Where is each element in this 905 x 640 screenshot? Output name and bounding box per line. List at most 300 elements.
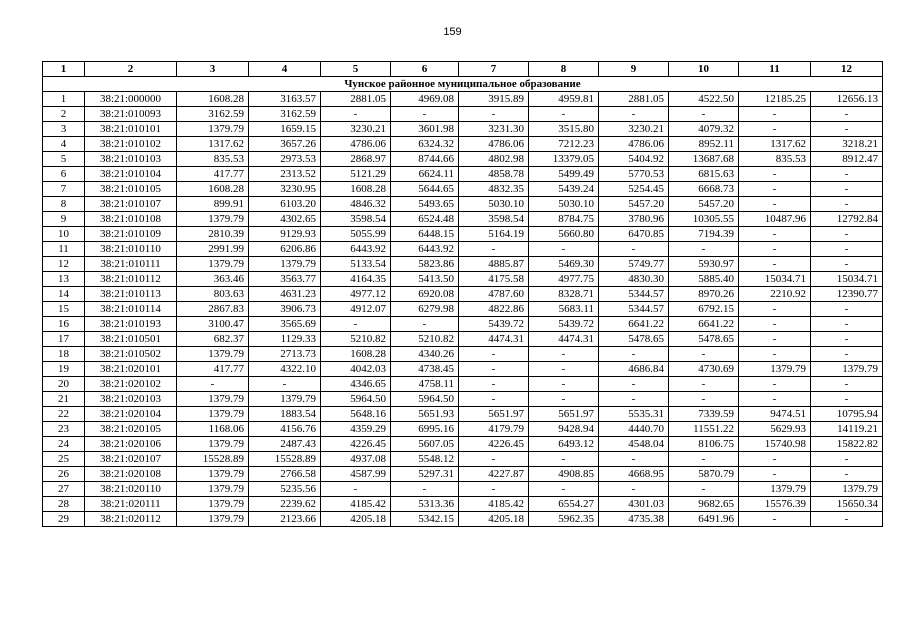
cadastral-code-cell: 38:21:000000: [85, 92, 177, 107]
value-cell: -: [529, 362, 599, 377]
value-cell: -: [529, 392, 599, 407]
value-cell: 8328.71: [529, 287, 599, 302]
value-cell: 14119.21: [811, 422, 883, 437]
value-cell: 4302.65: [249, 212, 321, 227]
value-cell: 5439.72: [529, 317, 599, 332]
row-number-cell: 3: [43, 122, 85, 137]
value-cell: 1317.62: [739, 137, 811, 152]
value-cell: 1379.79: [177, 437, 249, 452]
value-cell: -: [739, 467, 811, 482]
row-number-cell: 18: [43, 347, 85, 362]
value-cell: 1379.79: [811, 482, 883, 497]
value-cell: -: [669, 347, 739, 362]
value-cell: 6920.08: [391, 287, 459, 302]
table-header: [43, 62, 883, 77]
row-number-cell: 14: [43, 287, 85, 302]
value-cell: 4175.58: [459, 272, 529, 287]
value-cell: 3601.98: [391, 122, 459, 137]
row-number-cell: 8: [43, 197, 85, 212]
value-cell: 5683.11: [529, 302, 599, 317]
value-cell: 4786.06: [599, 137, 669, 152]
row-number-cell: 21: [43, 392, 85, 407]
cadastral-code-cell: 38:21:010112: [85, 272, 177, 287]
value-cell: 4185.42: [321, 497, 391, 512]
value-cell: -: [529, 107, 599, 122]
value-cell: 4301.03: [599, 497, 669, 512]
value-cell: -: [739, 392, 811, 407]
value-cell: 1317.62: [177, 137, 249, 152]
value-cell: 5344.57: [599, 287, 669, 302]
row-number-cell: 22: [43, 407, 85, 422]
value-cell: -: [739, 302, 811, 317]
value-cell: 12185.25: [739, 92, 811, 107]
value-cell: -: [391, 482, 459, 497]
value-cell: -: [739, 317, 811, 332]
section-row: [43, 77, 883, 92]
value-cell: 3162.59: [177, 107, 249, 122]
value-cell: 15650.34: [811, 497, 883, 512]
value-cell: -: [669, 482, 739, 497]
cadastral-code-cell: 38:21:020107: [85, 452, 177, 467]
value-cell: 12390.77: [811, 287, 883, 302]
value-cell: 2881.05: [599, 92, 669, 107]
value-cell: -: [739, 452, 811, 467]
value-cell: -: [811, 317, 883, 332]
cadastral-code-cell: 38:21:010108: [85, 212, 177, 227]
value-cell: 1379.79: [249, 257, 321, 272]
value-cell: 4226.45: [459, 437, 529, 452]
value-cell: 6792.15: [669, 302, 739, 317]
value-cell: 5055.99: [321, 227, 391, 242]
value-cell: -: [739, 107, 811, 122]
value-cell: 1379.79: [177, 512, 249, 527]
value-cell: -: [811, 392, 883, 407]
value-cell: 10487.96: [739, 212, 811, 227]
cadastral-code-cell: 38:21:010104: [85, 167, 177, 182]
value-cell: -: [811, 377, 883, 392]
value-cell: 6103.20: [249, 197, 321, 212]
value-cell: 7339.59: [669, 407, 739, 422]
value-cell: 4474.31: [529, 332, 599, 347]
value-cell: -: [739, 227, 811, 242]
row-number-cell: 15: [43, 302, 85, 317]
value-cell: 3780.96: [599, 212, 669, 227]
cadastral-code-cell: 38:21:010502: [85, 347, 177, 362]
value-cell: 5254.45: [599, 182, 669, 197]
value-cell: 8744.66: [391, 152, 459, 167]
value-cell: 5651.93: [391, 407, 459, 422]
value-cell: -: [391, 107, 459, 122]
value-cell: 1379.79: [739, 362, 811, 377]
value-cell: -: [599, 377, 669, 392]
value-cell: -: [811, 227, 883, 242]
value-cell: 4164.35: [321, 272, 391, 287]
cadastral-code-cell: 38:21:010193: [85, 317, 177, 332]
value-cell: 8952.11: [669, 137, 739, 152]
value-cell: 8912.47: [811, 152, 883, 167]
cadastral-code-cell: 38:21:010093: [85, 107, 177, 122]
cadastral-code-cell: 38:21:010102: [85, 137, 177, 152]
value-cell: 6443.92: [321, 242, 391, 257]
value-cell: 15528.89: [249, 452, 321, 467]
value-cell: 5823.86: [391, 257, 459, 272]
value-cell: 4977.75: [529, 272, 599, 287]
row-number-cell: 23: [43, 422, 85, 437]
value-cell: -: [669, 107, 739, 122]
table-row: [43, 257, 883, 272]
value-cell: -: [529, 242, 599, 257]
row-number-cell: 16: [43, 317, 85, 332]
value-cell: -: [599, 452, 669, 467]
value-cell: 4832.35: [459, 182, 529, 197]
value-cell: 3162.59: [249, 107, 321, 122]
table-row: [43, 482, 883, 497]
table-row: [43, 452, 883, 467]
value-cell: 4548.04: [599, 437, 669, 452]
value-cell: 5404.92: [599, 152, 669, 167]
value-cell: 5313.36: [391, 497, 459, 512]
value-cell: -: [599, 242, 669, 257]
value-cell: -: [739, 332, 811, 347]
value-cell: -: [321, 317, 391, 332]
value-cell: 3598.54: [321, 212, 391, 227]
value-cell: 1379.79: [811, 362, 883, 377]
value-cell: 2766.58: [249, 467, 321, 482]
value-cell: 4205.18: [321, 512, 391, 527]
table-row: [43, 107, 883, 122]
value-cell: 15740.98: [739, 437, 811, 452]
value-cell: 3100.47: [177, 317, 249, 332]
value-cell: 5493.65: [391, 197, 459, 212]
value-cell: 5297.31: [391, 467, 459, 482]
row-number-cell: 1: [43, 92, 85, 107]
table-row: [43, 377, 883, 392]
cadastral-code-cell: 38:21:020103: [85, 392, 177, 407]
value-cell: 1379.79: [177, 212, 249, 227]
value-cell: 6279.98: [391, 302, 459, 317]
cadastral-code-cell: 38:21:010103: [85, 152, 177, 167]
value-cell: 2881.05: [321, 92, 391, 107]
row-number-cell: 29: [43, 512, 85, 527]
value-cell: 5607.05: [391, 437, 459, 452]
value-cell: 4786.06: [459, 137, 529, 152]
value-cell: 5648.16: [321, 407, 391, 422]
value-cell: 2973.53: [249, 152, 321, 167]
header-cell: 10: [669, 62, 739, 77]
value-cell: 682.37: [177, 332, 249, 347]
cadastral-code-cell: 38:21:010111: [85, 257, 177, 272]
value-cell: 4440.70: [599, 422, 669, 437]
table-row: [43, 302, 883, 317]
value-cell: 12792.84: [811, 212, 883, 227]
value-cell: 5749.77: [599, 257, 669, 272]
value-cell: -: [459, 452, 529, 467]
value-cell: 15822.82: [811, 437, 883, 452]
table-row: [43, 182, 883, 197]
value-cell: 6491.96: [669, 512, 739, 527]
value-cell: -: [459, 107, 529, 122]
value-cell: 417.77: [177, 167, 249, 182]
value-cell: 4735.38: [599, 512, 669, 527]
value-cell: 1608.28: [321, 347, 391, 362]
value-cell: -: [811, 452, 883, 467]
table-row: [43, 497, 883, 512]
value-cell: -: [669, 242, 739, 257]
header-cell: 6: [391, 62, 459, 77]
table-row: [43, 392, 883, 407]
value-cell: 6524.48: [391, 212, 459, 227]
value-cell: 1379.79: [177, 392, 249, 407]
value-cell: 6470.85: [599, 227, 669, 242]
value-cell: 6624.11: [391, 167, 459, 182]
value-cell: 12656.13: [811, 92, 883, 107]
cadastral-code-cell: 38:21:020112: [85, 512, 177, 527]
value-cell: 1659.15: [249, 122, 321, 137]
row-number-cell: 20: [43, 377, 85, 392]
value-cell: -: [811, 182, 883, 197]
table-row: [43, 512, 883, 527]
row-number-cell: 27: [43, 482, 85, 497]
value-cell: -: [599, 392, 669, 407]
value-cell: -: [529, 377, 599, 392]
value-cell: 5629.93: [739, 422, 811, 437]
value-cell: 5457.20: [669, 197, 739, 212]
cadastral-code-cell: 38:21:010107: [85, 197, 177, 212]
cadastral-code-cell: 38:21:020106: [85, 437, 177, 452]
value-cell: 5770.53: [599, 167, 669, 182]
cadastral-code-cell: 38:21:010114: [85, 302, 177, 317]
table-row: [43, 197, 883, 212]
value-cell: 899.91: [177, 197, 249, 212]
value-cell: 1608.28: [177, 182, 249, 197]
value-cell: -: [459, 242, 529, 257]
value-cell: 13379.05: [529, 152, 599, 167]
value-cell: 4738.45: [391, 362, 459, 377]
value-cell: -: [249, 377, 321, 392]
value-cell: 3230.95: [249, 182, 321, 197]
row-number-cell: 28: [43, 497, 85, 512]
value-cell: 4908.85: [529, 467, 599, 482]
value-cell: 1379.79: [177, 482, 249, 497]
header-cell: 9: [599, 62, 669, 77]
value-cell: 4185.42: [459, 497, 529, 512]
value-cell: 5651.97: [529, 407, 599, 422]
row-number-cell: 6: [43, 167, 85, 182]
value-cell: 4359.29: [321, 422, 391, 437]
value-cell: -: [459, 347, 529, 362]
value-cell: -: [669, 452, 739, 467]
value-cell: 2123.66: [249, 512, 321, 527]
value-cell: -: [599, 482, 669, 497]
value-cell: 4786.06: [321, 137, 391, 152]
table-row: [43, 347, 883, 362]
header-cell: 7: [459, 62, 529, 77]
value-cell: -: [599, 347, 669, 362]
value-cell: 3231.30: [459, 122, 529, 137]
value-cell: 6995.16: [391, 422, 459, 437]
row-number-cell: 11: [43, 242, 85, 257]
value-cell: 6554.27: [529, 497, 599, 512]
header-cell: 3: [177, 62, 249, 77]
row-number-cell: 9: [43, 212, 85, 227]
value-cell: 835.53: [177, 152, 249, 167]
value-cell: 4226.45: [321, 437, 391, 452]
value-cell: 11551.22: [669, 422, 739, 437]
value-cell: 6641.22: [599, 317, 669, 332]
value-cell: -: [529, 347, 599, 362]
header-cell: 5: [321, 62, 391, 77]
value-cell: 1379.79: [249, 392, 321, 407]
table-row: [43, 92, 883, 107]
table-row: [43, 212, 883, 227]
table-row: [43, 422, 883, 437]
cadastral-code-cell: 38:21:020110: [85, 482, 177, 497]
value-cell: 4522.50: [669, 92, 739, 107]
value-cell: -: [811, 332, 883, 347]
value-cell: 5962.35: [529, 512, 599, 527]
value-cell: 2239.62: [249, 497, 321, 512]
value-cell: 803.63: [177, 287, 249, 302]
table-row: [43, 272, 883, 287]
value-cell: -: [811, 122, 883, 137]
table-row: [43, 407, 883, 422]
value-cell: 1379.79: [177, 122, 249, 137]
value-cell: 4042.03: [321, 362, 391, 377]
section-title: Чунское районное муниципальное образование: [43, 77, 883, 92]
value-cell: 1129.33: [249, 332, 321, 347]
value-cell: 15034.71: [811, 272, 883, 287]
value-cell: -: [459, 362, 529, 377]
value-cell: -: [811, 257, 883, 272]
row-number-cell: 13: [43, 272, 85, 287]
header-cell: 12: [811, 62, 883, 77]
value-cell: 5121.29: [321, 167, 391, 182]
value-cell: 5478.65: [669, 332, 739, 347]
value-cell: 4830.30: [599, 272, 669, 287]
value-cell: 5660.80: [529, 227, 599, 242]
value-cell: 2487.43: [249, 437, 321, 452]
value-cell: 3563.77: [249, 272, 321, 287]
value-cell: 5344.57: [599, 302, 669, 317]
cadastral-code-cell: 38:21:020108: [85, 467, 177, 482]
table-row: [43, 167, 883, 182]
value-cell: 3230.21: [599, 122, 669, 137]
header-cell: 11: [739, 62, 811, 77]
table-row: [43, 362, 883, 377]
value-cell: 3218.21: [811, 137, 883, 152]
table-row: [43, 317, 883, 332]
value-cell: 4758.11: [391, 377, 459, 392]
value-cell: 8970.26: [669, 287, 739, 302]
value-cell: 8784.75: [529, 212, 599, 227]
cadastral-code-cell: 38:21:010113: [85, 287, 177, 302]
row-number-cell: 5: [43, 152, 85, 167]
value-cell: 5535.31: [599, 407, 669, 422]
value-cell: 4079.32: [669, 122, 739, 137]
row-number-cell: 4: [43, 137, 85, 152]
value-cell: 5457.20: [599, 197, 669, 212]
value-cell: 5499.49: [529, 167, 599, 182]
value-cell: -: [459, 377, 529, 392]
value-cell: 6448.15: [391, 227, 459, 242]
value-cell: -: [811, 242, 883, 257]
value-cell: 4205.18: [459, 512, 529, 527]
value-cell: 4730.69: [669, 362, 739, 377]
table-row: [43, 152, 883, 167]
row-number-cell: 25: [43, 452, 85, 467]
value-cell: 15034.71: [739, 272, 811, 287]
cadastral-code-cell: 38:21:020105: [85, 422, 177, 437]
value-cell: 363.46: [177, 272, 249, 287]
value-cell: 1608.28: [321, 182, 391, 197]
value-cell: 4787.60: [459, 287, 529, 302]
value-cell: 6324.32: [391, 137, 459, 152]
value-cell: 4858.78: [459, 167, 529, 182]
value-cell: 3657.26: [249, 137, 321, 152]
value-cell: 4959.81: [529, 92, 599, 107]
cadastral-code-cell: 38:21:010110: [85, 242, 177, 257]
value-cell: 5439.24: [529, 182, 599, 197]
value-cell: 4668.95: [599, 467, 669, 482]
value-cell: 835.53: [739, 152, 811, 167]
value-cell: 5133.54: [321, 257, 391, 272]
value-cell: 4977.12: [321, 287, 391, 302]
value-cell: 5478.65: [599, 332, 669, 347]
value-cell: -: [529, 452, 599, 467]
value-cell: -: [669, 392, 739, 407]
value-cell: -: [739, 377, 811, 392]
cadastral-code-cell: 38:21:010105: [85, 182, 177, 197]
table-row: [43, 287, 883, 302]
header-cell: 2: [85, 62, 177, 77]
value-cell: 2867.83: [177, 302, 249, 317]
value-cell: 4631.23: [249, 287, 321, 302]
value-cell: -: [669, 377, 739, 392]
table-body: [43, 77, 883, 527]
value-cell: 4686.84: [599, 362, 669, 377]
value-cell: 5651.97: [459, 407, 529, 422]
value-cell: -: [739, 182, 811, 197]
value-cell: 6493.12: [529, 437, 599, 452]
value-cell: -: [811, 512, 883, 527]
value-cell: 4802.98: [459, 152, 529, 167]
value-cell: 4340.26: [391, 347, 459, 362]
value-cell: 5548.12: [391, 452, 459, 467]
value-cell: 4346.65: [321, 377, 391, 392]
header-cell: 4: [249, 62, 321, 77]
value-cell: 1379.79: [177, 497, 249, 512]
value-cell: 5030.10: [459, 197, 529, 212]
value-cell: -: [739, 122, 811, 137]
value-cell: -: [739, 197, 811, 212]
value-cell: 4156.76: [249, 422, 321, 437]
value-cell: 1379.79: [177, 407, 249, 422]
value-cell: 1883.54: [249, 407, 321, 422]
value-cell: -: [529, 482, 599, 497]
value-cell: -: [811, 347, 883, 362]
value-cell: 10305.55: [669, 212, 739, 227]
value-cell: -: [459, 482, 529, 497]
value-cell: 5469.30: [529, 257, 599, 272]
value-cell: -: [321, 107, 391, 122]
value-cell: 6668.73: [669, 182, 739, 197]
value-cell: -: [177, 377, 249, 392]
value-cell: 5210.82: [391, 332, 459, 347]
value-cell: 2868.97: [321, 152, 391, 167]
value-cell: -: [811, 302, 883, 317]
value-cell: 4885.87: [459, 257, 529, 272]
value-cell: 5930.97: [669, 257, 739, 272]
